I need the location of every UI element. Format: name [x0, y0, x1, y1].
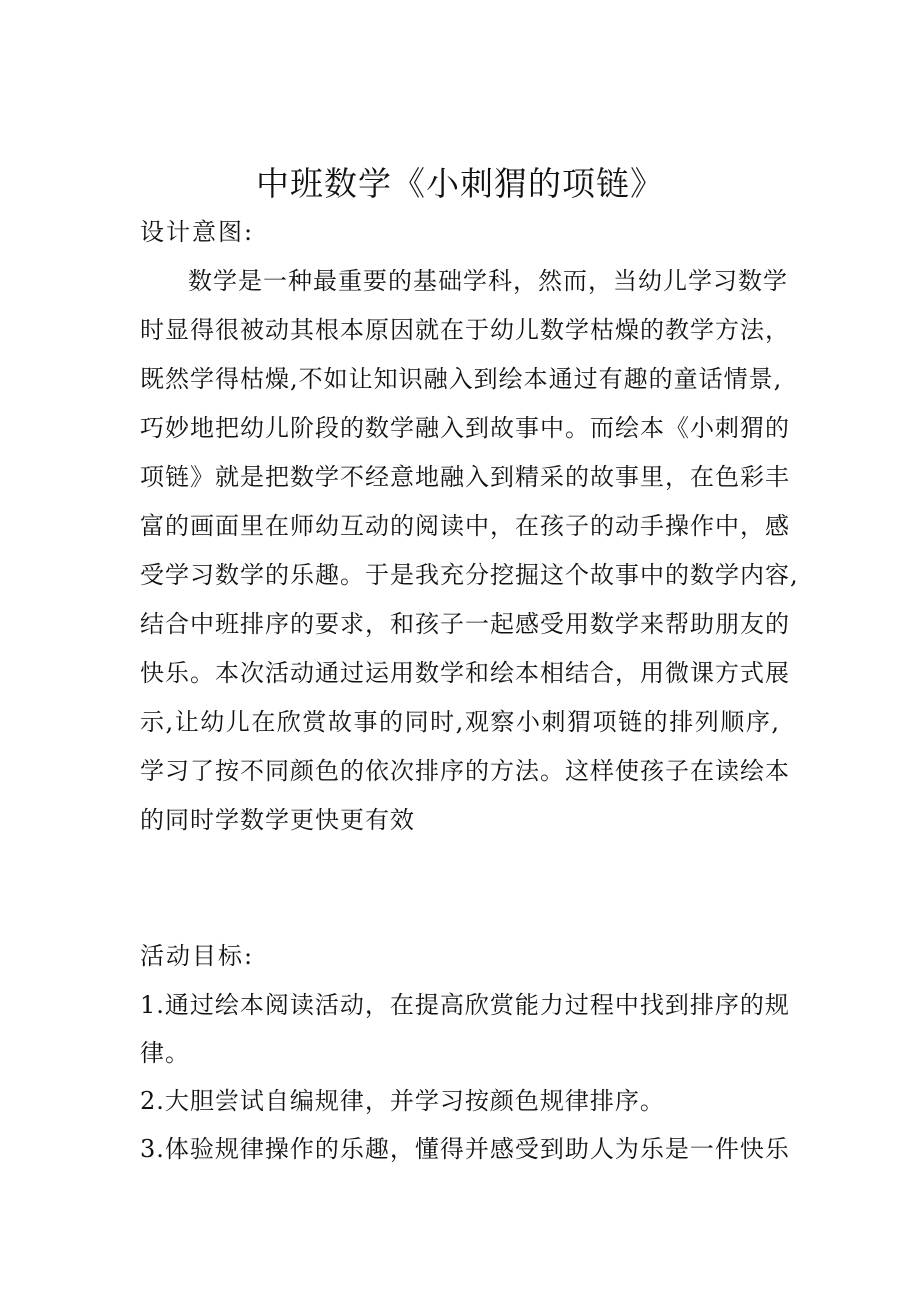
paragraph-line: 时显得很被动其根本原因就在于幼儿数学枯燥的教学方法， [140, 316, 790, 344]
paragraph-line: 学习了按不同颜色的依次排序的方法。这样使孩子在读绘本 [140, 757, 790, 785]
paragraph-line: 示,让幼儿在欣赏故事的同时,观察小刺猬项链的排列顺序, [140, 708, 780, 736]
list-item [140, 1125, 790, 1173]
design-intent-paragraph [140, 257, 799, 845]
paragraph-line: 受学习数学的乐趣。于是我充分挖掘这个故事中的数学内容, [140, 561, 799, 589]
list-item [140, 1077, 780, 1125]
paragraph-line: 富的画面里在师幼互动的阅读中，在孩子的动手操作中，感 [140, 512, 790, 540]
list-item-line: 1.通过绘本阅读活动，在提高欣赏能力过程中找到排序的规 [140, 991, 790, 1019]
objectives-list [140, 981, 790, 1173]
list-item-line: 2.大胆尝试自编规律，并学习按颜色规律排序。 [140, 1087, 665, 1115]
objectives-heading: 活动目标: [140, 942, 255, 970]
paragraph-line: 巧妙地把幼儿阶段的数学融入到故事中。而绘本《小刺猬的 [140, 414, 790, 442]
list-item-line: 3.体验规律操作的乐趣，懂得并感受到助人为乐是一件快乐 [140, 1135, 790, 1163]
paragraph-line: 的同时学数学更快更有效 [140, 806, 415, 834]
paragraph-line: 项链》就是把数学不经意地融入到精采的故事里，在色彩丰 [140, 463, 790, 491]
document-title: 中班数学《小刺猬的项链》 [256, 164, 664, 203]
paragraph-line: 数学是一种最重要的基础学科，然而，当幼儿学习数学 [188, 267, 788, 295]
list-item [140, 981, 790, 1077]
list-item-line: 律。 [140, 1039, 190, 1067]
design-intent-heading: 设计意图: [140, 218, 255, 246]
paragraph-line: 结合中班排序的要求，和孩子一起感受用数学来帮助朋友的 [140, 610, 790, 638]
paragraph-line: 快乐。本次活动通过运用数学和绘本相结合，用微课方式展 [140, 659, 790, 687]
paragraph-line: 既然学得枯燥,不如让知识融入到绘本通过有趣的童话情景, [140, 365, 783, 393]
